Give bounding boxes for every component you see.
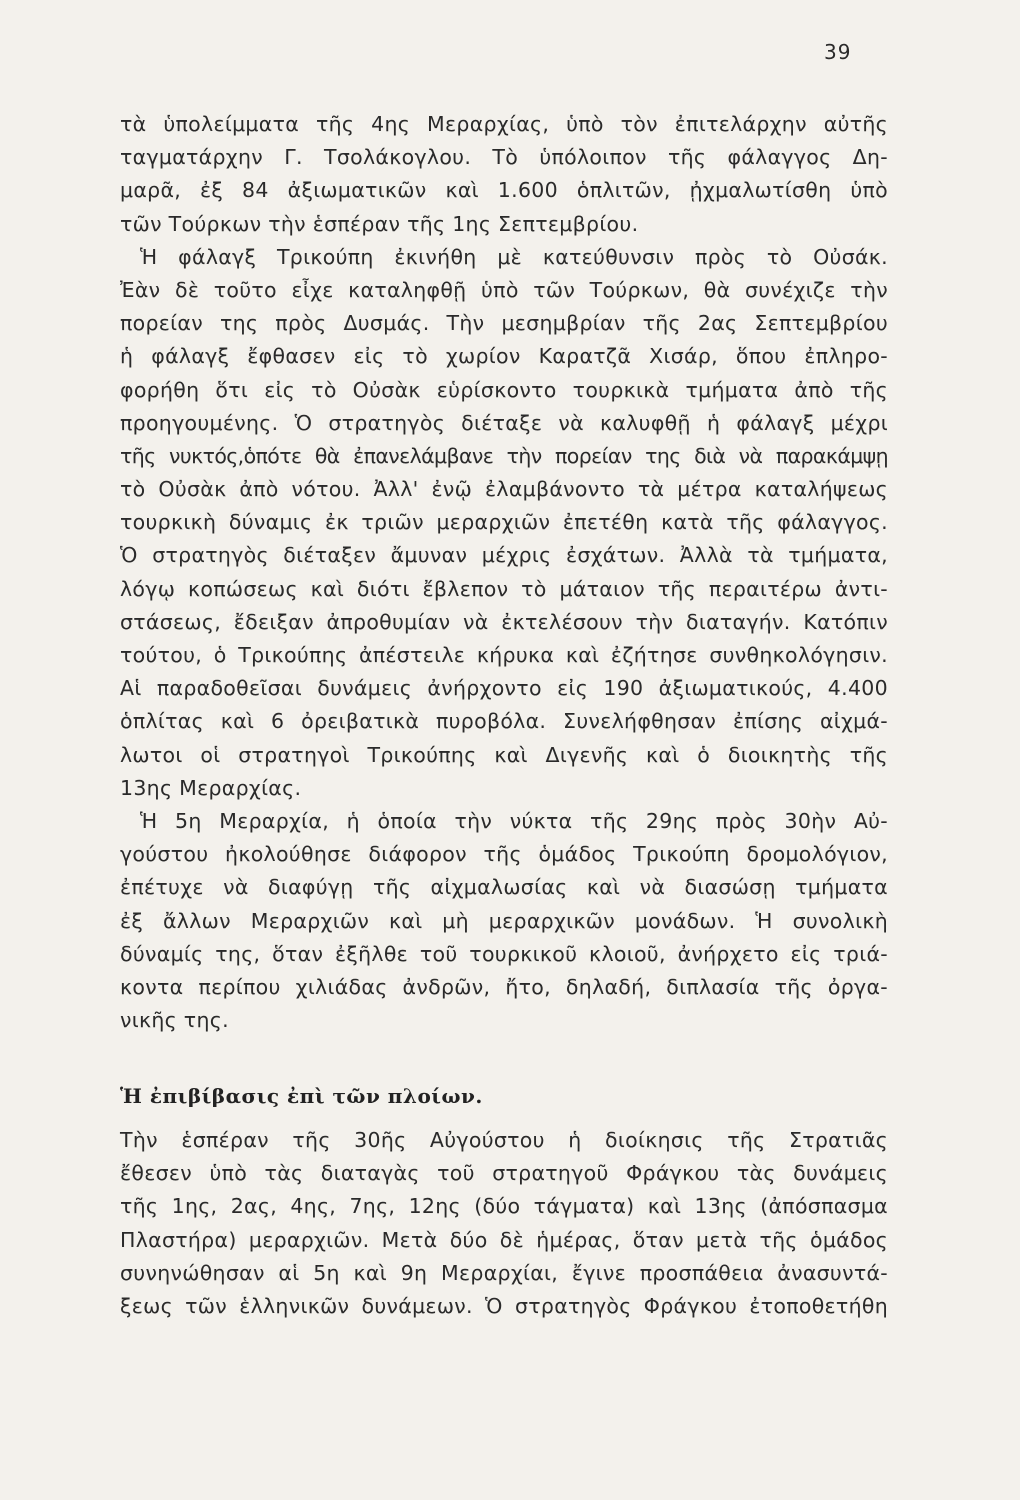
text-line: ξεως τῶν ἑλληνικῶν δυνάμεων. Ὁ στρατηγὸς Φράγκου ἐτοποθετήθη bbox=[120, 1293, 888, 1318]
text-line: στάσεως, ἔδειξαν ἀπροθυμίαν νὰ ἐκτελέσουν τὴν διαταγήν. Κατόπιν bbox=[120, 609, 888, 634]
text-line: Τὴν ἑσπέραν τῆς 30ῆς Αὐγούστου ἡ διοίκησις τῆς Στρατιᾶς bbox=[120, 1128, 888, 1152]
text-line: Ὁ στρατηγὸς διέταξεν ἄμυναν μέχρις ἐσχάτων. Ἀλλὰ τὰ τμήματα, bbox=[120, 543, 888, 568]
text-line: τὰ ὑπολείμματα τῆς 4ης Μεραρχίας, ὑπὸ τὸν ἐπιτελάρχην αὐτῆς bbox=[120, 112, 888, 136]
text-line: ἡ φάλαγξ ἔφθασεν εἰς τὸ χωρίον Καρατζᾶ Χισάρ, ὅπου ἐπληρο- bbox=[120, 344, 888, 369]
text-line: τῆς νυκτός,ὁπότε θὰ ἐπανελάμβανε τὴν πορείαν της διὰ νὰ παρακάμψῃ bbox=[120, 443, 888, 468]
text-line: Πλαστήρα) μεραρχιῶν. Μετὰ δύο δὲ ἡμέρας, ὅταν μετὰ τῆς ὁμάδος bbox=[120, 1227, 888, 1252]
text-line: Ἡ φάλαγξ Τρικούπη ἐκινήθη μὲ κατεύθυνσιν πρὸς τὸ Οὐσάκ. bbox=[140, 244, 888, 269]
text-line: συνηνώθησαν αἱ 5η καὶ 9η Μεραρχίαι, ἔγινε προσπάθεια ἀνασυντά- bbox=[120, 1260, 888, 1285]
text-line: φορήθη ὅτι εἰς τὸ Οὐσὰκ εὑρίσκοντο τουρκικὰ τμήματα ἀπὸ τῆς bbox=[120, 377, 888, 402]
text-line: Ἡ 5η Μεραρχία, ἡ ὁποία τὴν νύκτα τῆς 29ης πρὸς 30ὴν Αὐ- bbox=[140, 808, 888, 833]
text-line: δύναμίς της, ὅταν ἐξῆλθε τοῦ τουρκικοῦ κλοιοῦ, ἀνήρχετο εἰς τριά- bbox=[120, 941, 888, 966]
text-line: τουρκικὴ δύναμις ἐκ τριῶν μεραρχιῶν ἐπετέθη κατὰ τῆς φάλαγγος. bbox=[120, 510, 888, 535]
text-line: τῶν Τούρκων τὴν ἑσπέραν τῆς 1ης Σεπτεμβρίου. bbox=[120, 211, 639, 236]
text-line: ἐξ ἄλλων Μεραρχιῶν καὶ μὴ μεραρχικῶν μονάδων. Ἡ συνολικὴ bbox=[120, 908, 888, 933]
text-line: λόγῳ κοπώσεως καὶ διότι ἔβλεπον τὸ μάταιον τῆς περαιτέρω ἀντι- bbox=[120, 576, 888, 601]
text-line: κοντα περίπου χιλιάδας ἀνδρῶν, ἤτο, δηλαδή, διπλασία τῆς ὀργα- bbox=[120, 974, 888, 999]
text-line: ταγματάρχην Γ. Τσολάκογλου. Τὸ ὑπόλοιπον τῆς φάλαγγος Δη- bbox=[120, 145, 888, 170]
body-text-part1 bbox=[120, 108, 888, 1037]
text-line: ὁπλίτας καὶ 6 ὀρειβατικὰ πυροβόλα. Συνελήφθησαν ἐπίσης αἰχμά- bbox=[120, 709, 888, 734]
text-line: Ἐὰν δὲ τοῦτο εἶχε καταληφθῇ ὑπὸ τῶν Τούρκων, θὰ συνέχιζε τὴν bbox=[120, 277, 888, 302]
text-line: ἔθεσεν ὑπὸ τὰς διαταγὰς τοῦ στρατηγοῦ Φράγκου τὰς δυνάμεις bbox=[120, 1161, 888, 1186]
text-line: 13ης Μεραρχίας. bbox=[120, 775, 302, 800]
text-line: μαρᾶ, ἐξ 84 ἀξιωματικῶν καὶ 1.600 ὁπλιτῶν, ᾐχμαλωτίσθη ὑπὸ bbox=[120, 178, 888, 203]
text-line: Αἱ παραδοθεῖσαι δυνάμεις ἀνήρχοντο εἰς 190 ἀξιωματικούς, 4.400 bbox=[120, 676, 888, 701]
text-line: προηγουμένης. Ὁ στρατηγὸς διέταξε νὰ καλυφθῇ ἡ φάλαγξ μέχρι bbox=[120, 410, 888, 435]
text-line: τὸ Οὐσὰκ ἀπὸ νότου. Ἀλλ' ἐνῷ ἐλαμβάνοντο τὰ μέτρα καταλήψεως bbox=[120, 477, 888, 502]
text-line: λωτοι οἱ στρατηγοὶ Τρικούπης καὶ Διγενῆς καὶ ὁ διοικητὴς τῆς bbox=[120, 742, 888, 767]
text-line: ἐπέτυχε νὰ διαφύγῃ τῆς αἰχμαλωσίας καὶ νὰ διασώσῃ τμήματα bbox=[120, 875, 888, 900]
section-heading: Ἡ ἐπιβίβασις ἐπὶ τῶν πλοίων. bbox=[120, 1084, 483, 1108]
body-text-part2 bbox=[120, 1124, 888, 1323]
text-line: γούστου ἠκολούθησε διάφορον τῆς ὁμάδος Τρικούπη δρομολόγιον, bbox=[120, 842, 888, 867]
text-line: τούτου, ὁ Τρικούπης ἀπέστειλε κήρυκα καὶ ἐζήτησε συνθηκολόγησιν. bbox=[120, 643, 888, 667]
text-line: πορείαν της πρὸς Δυσμάς. Τὴν μεσημβρίαν τῆς 2ας Σεπτεμβρίου bbox=[120, 311, 888, 336]
text-line: τῆς 1ης, 2ας, 4ης, 7ης, 12ης (δύο τάγματα) καὶ 13ης (ἀπόσπασμα bbox=[120, 1194, 888, 1219]
page-number: 39 bbox=[824, 40, 852, 64]
text-line: νικῆς της. bbox=[120, 1008, 229, 1033]
